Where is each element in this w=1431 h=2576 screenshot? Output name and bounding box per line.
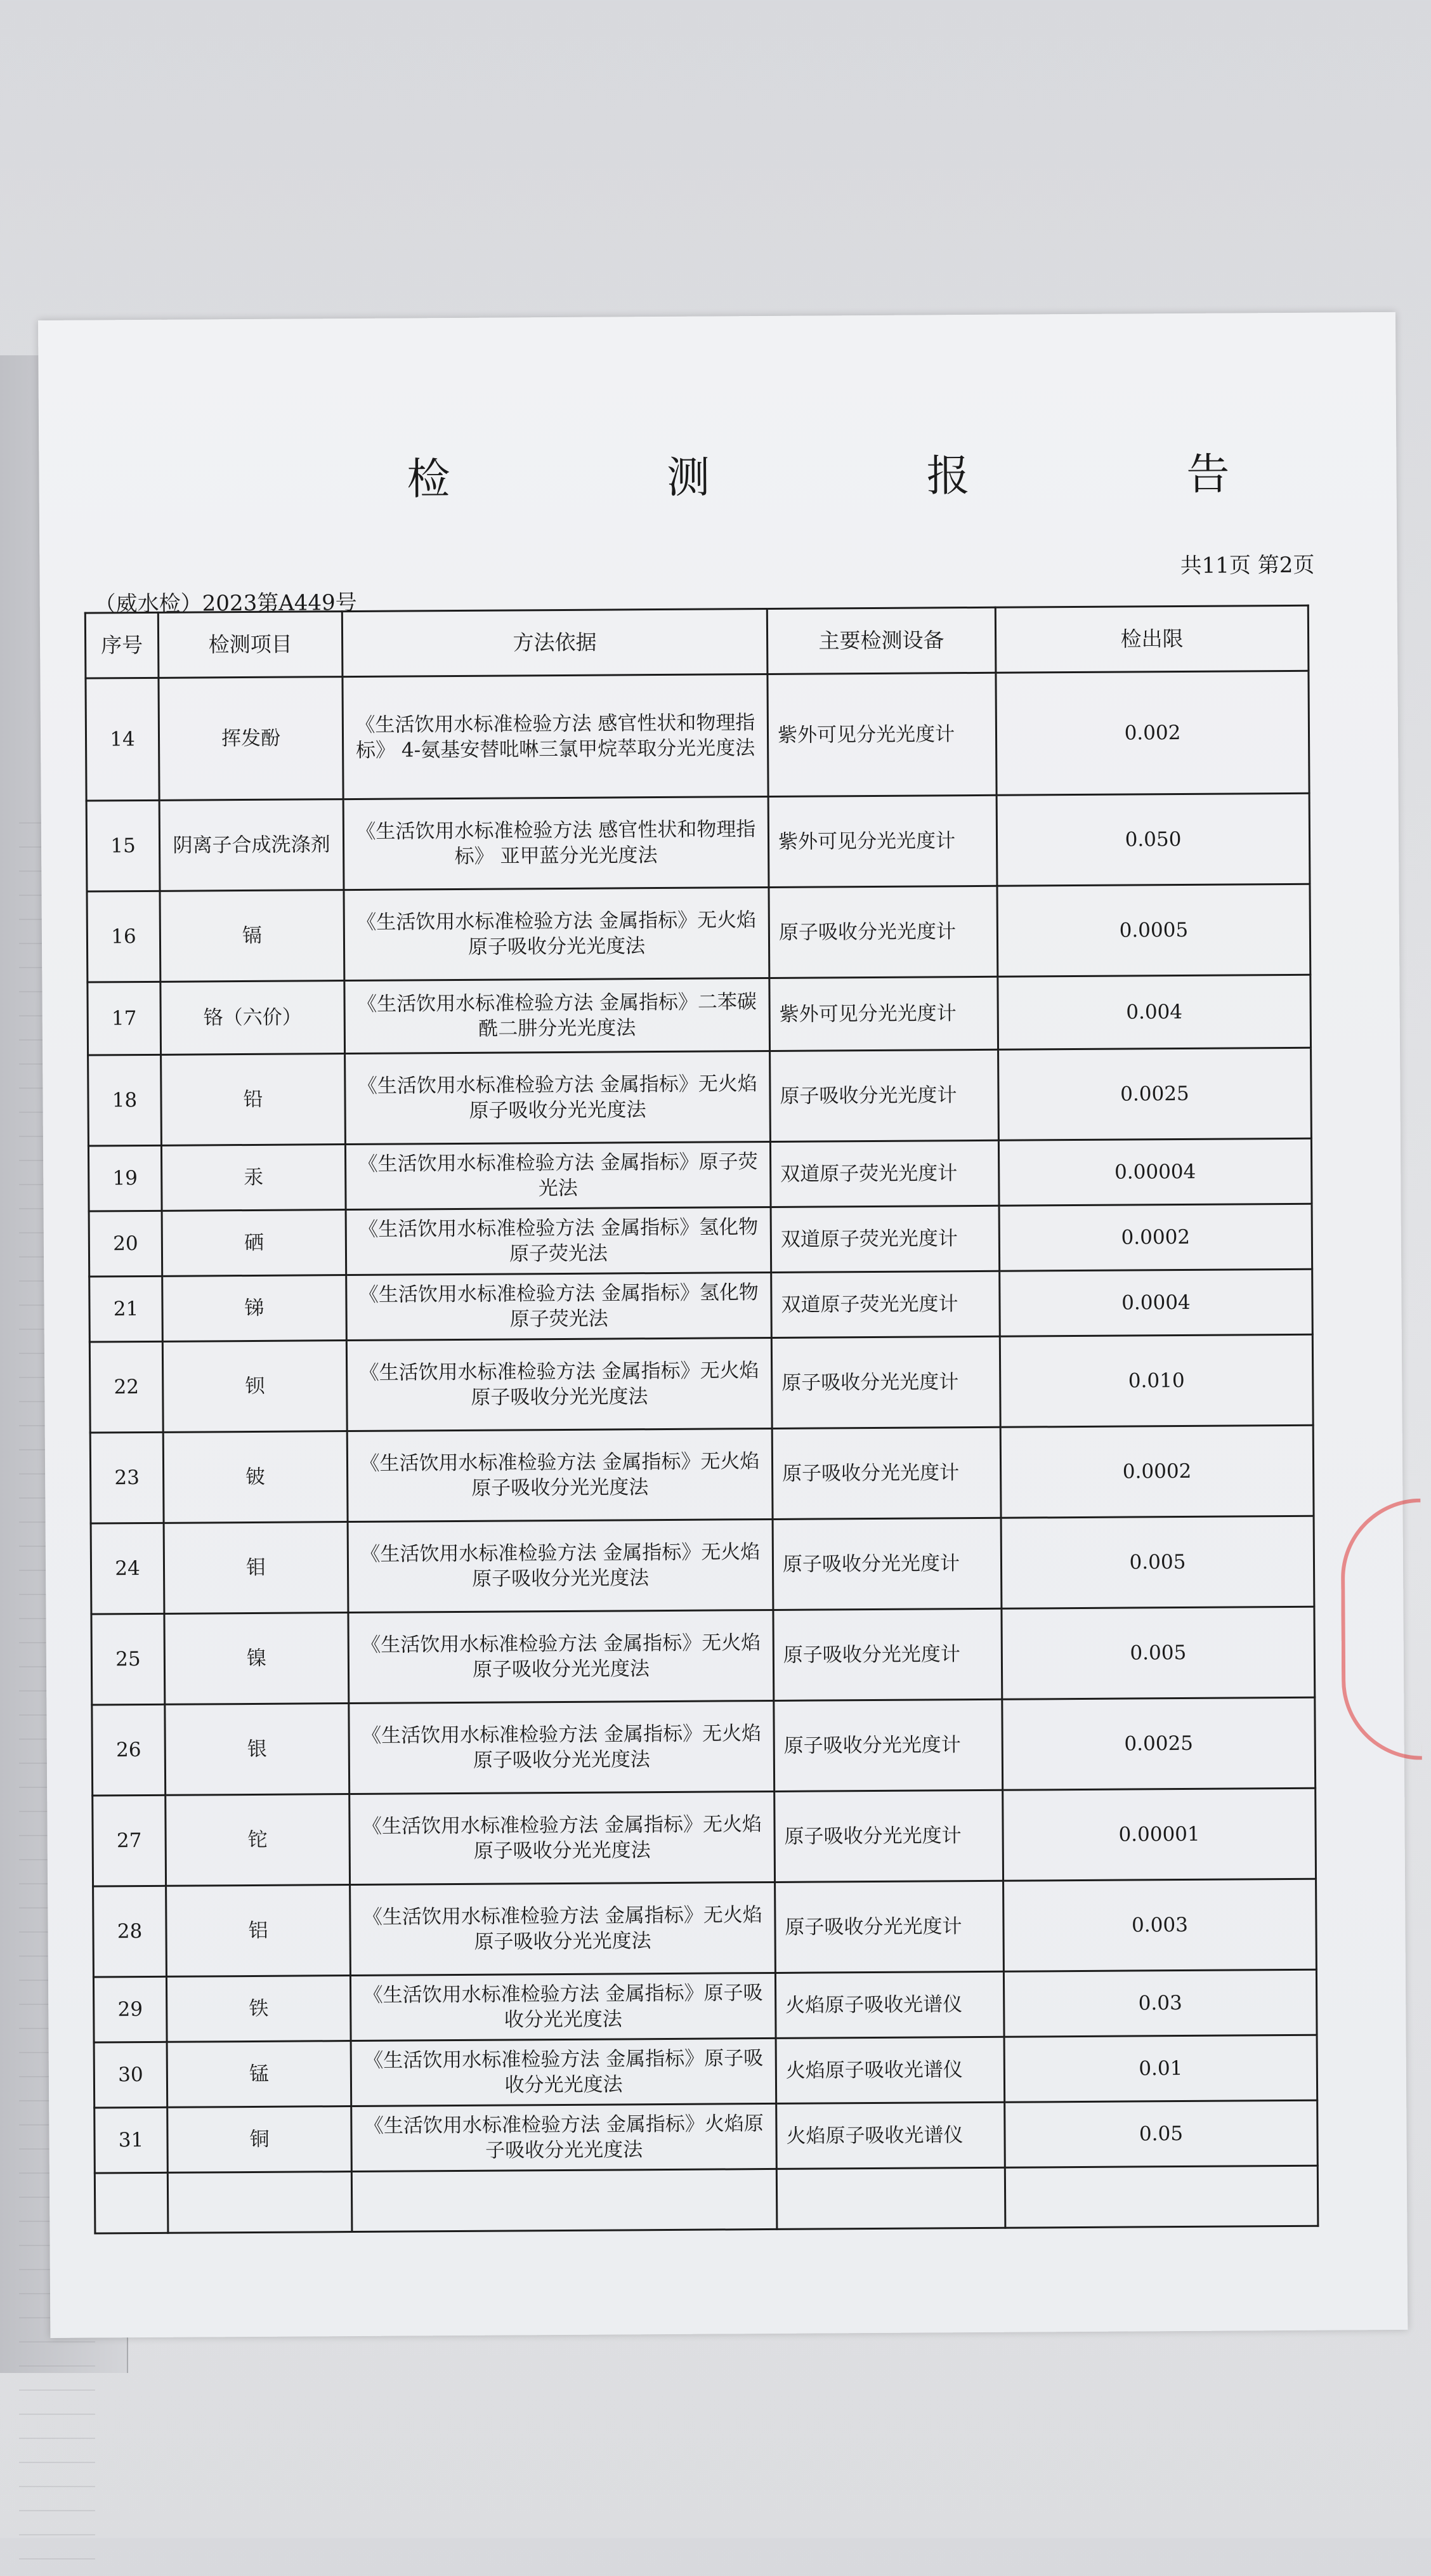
cell-seq: 15 [86,800,160,891]
cell-limit: 0.0025 [998,1048,1312,1140]
cell-method: 《生活饮用水标准检验方法 金属指标》无火焰原子吸收分光光度法 [349,1700,774,1794]
cell-item: 汞 [161,1145,346,1211]
table-row [88,975,1311,1055]
red-seal-stamp [1340,1499,1422,1761]
table-row [91,1516,1314,1614]
cell-method: 《生活饮用水标准检验方法 金属指标》原子吸收分光光度法 [350,1973,776,2040]
cell-equipment: 火焰原子吸收光谱仪 [776,2037,1005,2103]
cell-item: 镉 [160,890,344,982]
cell-blank [776,2167,1005,2229]
cell-item: 硒 [162,1210,346,1277]
cell-item: 银 [165,1704,350,1796]
cell-equipment: 双道原子荧光光度计 [771,1206,1000,1272]
header-seq: 序号 [85,612,159,678]
cell-equipment: 原子吸收分光光度计 [770,1049,999,1141]
cell-seq: 21 [89,1276,163,1342]
cell-limit: 0.0025 [1002,1697,1316,1790]
table-row [91,1607,1315,1705]
cell-equipment: 原子吸收分光光度计 [774,1790,1003,1882]
cell-item: 镍 [164,1613,349,1705]
cell-method: 《生活饮用水标准检验方法 金属指标》无火焰原子吸收分光光度法 [350,1882,776,1975]
cell-limit: 0.0005 [997,884,1310,976]
table-row-blank [95,2165,1318,2233]
cell-equipment: 紫外可见分光光度计 [769,976,998,1051]
cell-equipment: 双道原子荧光光度计 [771,1271,1000,1337]
cell-seq: 23 [90,1432,164,1523]
page-title: 检 测 报 告 [407,449,1331,505]
cell-equipment: 原子吸收分光光度计 [775,1881,1004,1973]
cell-seq: 27 [93,1795,166,1886]
cell-method: 《生活饮用水标准检验方法 金属指标》无火焰原子吸收分光光度法 [347,1428,773,1521]
cell-seq: 31 [95,2107,168,2173]
cell-method: 《生活饮用水标准检验方法 金属指标》火焰原子吸收分光光度法 [351,2103,777,2171]
table-row [88,1138,1312,1211]
cell-item: 铁 [166,1976,351,2042]
cell-limit: 0.005 [1001,1516,1314,1608]
cell-limit: 0.010 [1000,1334,1313,1427]
table-row [92,1697,1316,1796]
cell-equipment: 原子吸收分光光度计 [773,1518,1002,1610]
cell-method: 《生活饮用水标准检验方法 金属指标》无火焰原子吸收分光光度法 [344,887,769,980]
cell-item: 钼 [164,1522,348,1614]
cell-equipment: 双道原子荧光光度计 [770,1140,999,1207]
cell-method: 《生活饮用水标准检验方法 感官性状和物理指标》 4-氨基安替吡啉三氯甲烷萃取分光光度法 [343,674,768,799]
header-method: 方法依据 [342,608,768,676]
cell-method: 《生活饮用水标准检验方法 感官性状和物理指标》 亚甲蓝分光光度法 [343,796,769,890]
results-table [84,605,1319,2235]
cell-limit: 0.00001 [1003,1788,1316,1881]
cell-item: 铍 [163,1431,348,1523]
cell-limit: 0.005 [1002,1607,1315,1699]
cell-equipment: 原子吸收分光光度计 [773,1608,1002,1700]
cell-seq: 28 [93,1886,167,1977]
cell-item: 阴离子合成洗涤剂 [159,799,344,891]
cell-seq: 29 [93,1976,167,2042]
cell-item: 锑 [162,1275,347,1342]
header-limit: 检出限 [995,605,1309,673]
cell-blank [1005,2165,1318,2228]
cell-limit: 0.05 [1005,2100,1318,2167]
cell-seq: 17 [88,982,161,1055]
cell-method: 《生活饮用水标准检验方法 金属指标》氢化物原子荧光法 [346,1272,772,1340]
cell-item: 铝 [166,1885,351,1977]
header-equipment: 主要检测设备 [767,607,996,674]
cell-item: 铊 [166,1794,350,1886]
page-number: 共11页 第2页 [1180,552,1315,579]
cell-limit: 0.004 [998,975,1311,1049]
cell-method: 《生活饮用水标准检验方法 金属指标》二苯碳酰二肼分光光度法 [344,978,770,1053]
cell-blank [351,2169,777,2231]
cell-equipment: 紫外可见分光光度计 [768,795,997,887]
cell-blank [167,2172,352,2233]
cell-method: 《生活饮用水标准检验方法 金属指标》无火焰原子吸收分光光度法 [348,1610,774,1703]
cell-item: 挥发酚 [159,677,343,801]
table-row [89,1269,1313,1342]
cell-equipment: 火焰原子吸收光谱仪 [776,2102,1005,2169]
cell-seq: 14 [86,678,159,801]
header-item: 检测项目 [158,612,343,678]
cell-seq: 18 [88,1055,162,1146]
table-row [94,2035,1317,2108]
table-header-row [85,605,1309,678]
table-row [93,1788,1316,1886]
table-row [93,1879,1317,1977]
table-row [90,1425,1314,1523]
cell-limit: 0.002 [996,671,1309,795]
cell-seq: 22 [89,1341,163,1433]
table-row [87,884,1310,982]
table-row [88,1048,1312,1146]
cell-limit: 0.0002 [999,1204,1312,1271]
cell-equipment: 紫外可见分光光度计 [768,673,996,796]
cell-method: 《生活饮用水标准检验方法 金属指标》氢化物原子荧光法 [346,1207,771,1275]
cell-item: 钡 [162,1341,347,1433]
table-row [89,1334,1313,1433]
cell-method: 《生活饮用水标准检验方法 金属指标》原子吸收分光光度法 [351,2038,776,2106]
cell-equipment: 原子吸收分光光度计 [774,1699,1003,1791]
cell-limit: 0.03 [1003,1969,1317,2037]
cell-method: 《生活饮用水标准检验方法 金属指标》无火焰原子吸收分光光度法 [350,1791,775,1884]
cell-limit: 0.003 [1003,1879,1317,1971]
cell-equipment: 原子吸收分光光度计 [769,886,998,978]
cell-limit: 0.01 [1004,2035,1317,2102]
cell-method: 《生活饮用水标准检验方法 金属指标》无火焰原子吸收分光光度法 [345,1051,771,1144]
table-row [86,793,1310,891]
cell-seq: 20 [89,1211,162,1277]
cell-limit: 0.0004 [1000,1269,1313,1336]
cell-seq: 19 [88,1145,162,1211]
cell-equipment: 火焰原子吸收光谱仪 [775,1971,1004,2038]
cell-blank [95,2172,168,2233]
cell-seq: 25 [91,1613,165,1705]
table-row [95,2100,1318,2173]
table-row [93,1969,1317,2042]
cell-limit: 0.00004 [998,1138,1312,1206]
cell-seq: 16 [87,891,160,982]
cell-item: 锰 [167,2041,351,2108]
cell-method: 《生活饮用水标准检验方法 金属指标》无火焰原子吸收分光光度法 [348,1519,773,1612]
cell-method: 《生活饮用水标准检验方法 金属指标》无火焰原子吸收分光光度法 [346,1337,772,1431]
cell-limit: 0.0002 [1000,1425,1314,1518]
cell-limit: 0.050 [996,793,1310,886]
report-number: （威水检）2023第A449号 [94,589,357,617]
table-row [86,671,1309,801]
cell-item: 铅 [161,1054,346,1146]
cell-seq: 26 [92,1704,166,1796]
cell-item: 铜 [167,2106,352,2173]
cell-equipment: 原子吸收分光光度计 [772,1427,1001,1519]
report-page [38,312,1408,2338]
cell-item: 铬（六价） [160,981,345,1055]
cell-equipment: 原子吸收分光光度计 [771,1336,1000,1428]
cell-seq: 24 [91,1523,164,1614]
cell-method: 《生活饮用水标准检验方法 金属指标》原子荧光法 [345,1141,771,1209]
cell-seq: 30 [94,2042,167,2108]
table-row [89,1204,1312,1277]
